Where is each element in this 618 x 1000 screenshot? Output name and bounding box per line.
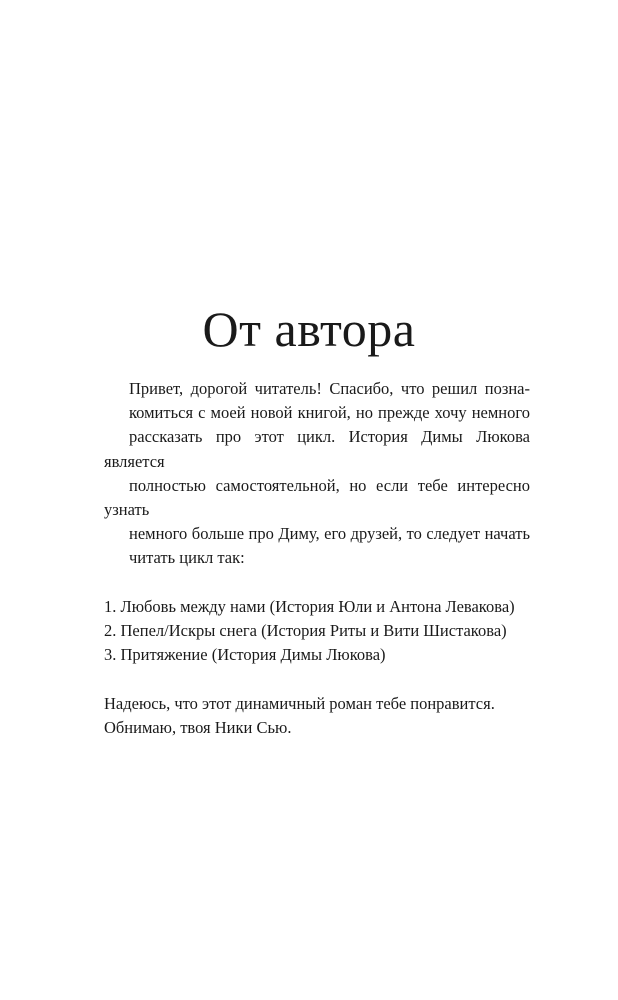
closing-line: Надеюсь, что этот динамичный роман тебе понравится. [104,693,495,713]
closing-paragraph [104,692,530,740]
intro-line: читать цикл так: [129,548,245,568]
intro-line: комиться с моей новой книгой, но прежде хочу немного [129,403,530,423]
intro-paragraph [104,377,530,571]
intro-line: немного больше про Диму, его друзей, то следует начать [129,524,530,544]
paragraph-gap [104,571,530,595]
list-item: 3. Притяжение (История Димы Люкова) [104,645,386,665]
intro-line: Привет, дорогой читатель! Спасибо, что решил позна- [129,379,530,398]
list-item: 2. Пепел/Искры снега (История Риты и Вити Шистакова) [104,621,507,641]
list-item: 1. Любовь между нами (История Юли и Антона Левакова) [104,596,515,616]
signature-line: Обнимаю, твоя Ники Сью. [104,717,292,737]
series-list [104,595,530,668]
page-title: От автора [202,301,416,357]
intro-line: рассказать про этот цикл. История Димы Люкова является [104,427,530,471]
page-body [104,377,530,740]
paragraph-gap [104,667,530,691]
intro-line: полностью самостоятельной, но если тебе интересно узнать [104,475,530,520]
